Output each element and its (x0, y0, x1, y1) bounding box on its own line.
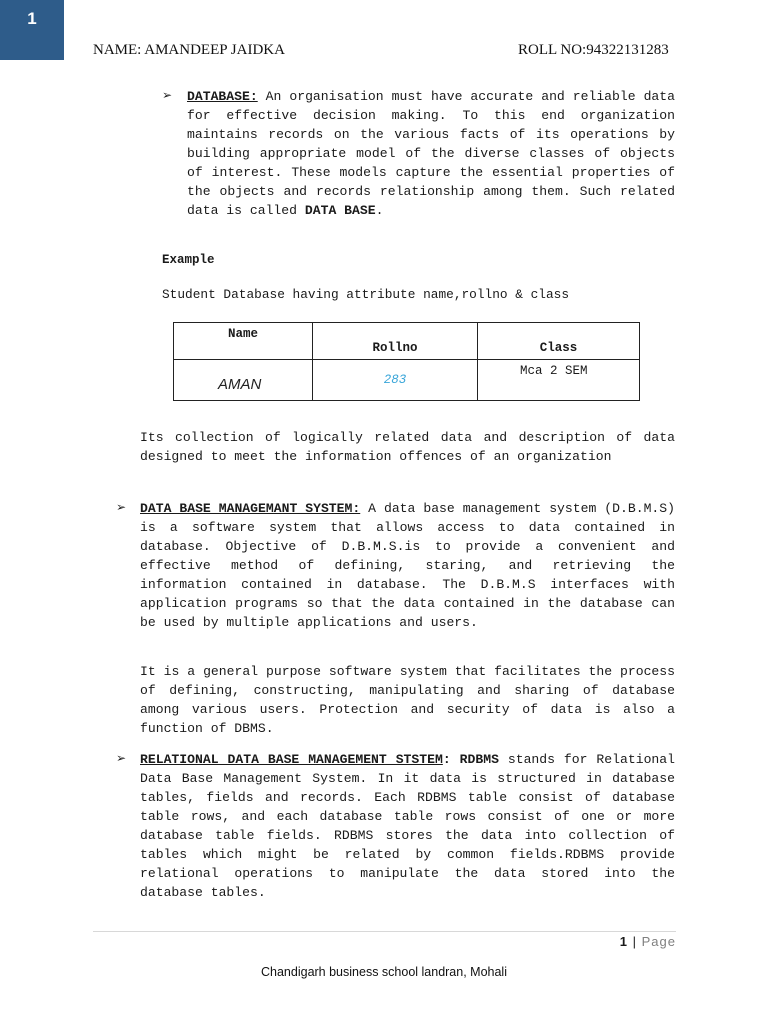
arrow-bullet-icon: ➢ (162, 88, 173, 102)
collection-paragraph: Its collection of logically related data and description of data designed to meet the information offences of an organization (140, 430, 675, 464)
database-text: An organisation must have accurate and reliable data for effective decision making. To this end organization maintains records on the various facts of its operations by building appropriate model of the diverse classes of objects of interest. These models capture the essential properties of the objects and records relationship among them. Such related data is called (187, 89, 675, 218)
general-purpose-paragraph: It is a general purpose software system that facilitates the process of defining, constructing, manipulating and sharing of database among various users. Protection and security of data is also a function of DBMS. (140, 664, 675, 736)
arrow-bullet-icon: ➢ (116, 751, 127, 765)
header-rollno: Rollno (313, 323, 478, 360)
rdbms-text: stands for Relational Data Base Management System. In it data is structured in database tables, fields and records. Each RDBMS table consist of database table rows, and each database table rows consist of one or more database table fields. RDBMS stores the data into collection of tables which might be related by common fields.RDBMS provide relational operations to manipulate the data stored into the database tables. (140, 752, 675, 900)
database-term: DATABASE: (187, 89, 258, 104)
header-name: Name (174, 323, 313, 360)
student-name: NAME: AMANDEEP JAIDKA (93, 42, 285, 58)
example-label: Example (162, 253, 215, 267)
footer-school-name: Chandigarh business school landran, Mohali (261, 965, 507, 979)
example-description: Student Database having attribute name,rollno & class (162, 287, 570, 302)
arrow-bullet-icon: ➢ (116, 500, 127, 514)
database-definition (187, 87, 675, 220)
header-class: Class (478, 323, 640, 360)
rdbms-colon: : (442, 752, 460, 767)
table-header-row (174, 323, 640, 360)
page-word: Page (641, 934, 676, 949)
cell-class: Mca 2 SEM (478, 360, 640, 401)
dbms-term: DATA BASE MANAGEMANT SYSTEM: (140, 501, 361, 516)
rdbms-term: RELATIONAL DATA BASE MANAGEMENT STSTEM (140, 752, 443, 767)
footer-page-number (610, 934, 676, 949)
cell-rollno: 283 (313, 360, 478, 401)
period: . (375, 203, 384, 218)
rdbms-definition (140, 750, 675, 902)
database-bold-term: DATA BASE (304, 203, 376, 218)
table-row (174, 360, 640, 401)
dbms-definition (140, 499, 675, 632)
page-number-badge: 1 (0, 0, 64, 60)
student-database-table (173, 322, 640, 401)
page-number: 1 (619, 934, 629, 949)
dbms-text: A data base management system (D.B.M.S) is a software system that allows access to data contained in database. Objective of D.B.M.S.is to provide a convenient and effective method of defining, staring, and retrieving the information contained in database. The D.B.M.S interfaces with application programs so that the data contained in the database can be used by multiple applications and users. (140, 501, 675, 630)
page-separator: | (628, 934, 642, 949)
footer-divider (93, 931, 676, 932)
cell-name: AMAN (174, 360, 313, 401)
rdbms-abbrev: RDBMS (459, 752, 499, 767)
roll-number: ROLL NO:94322131283 (518, 42, 669, 58)
